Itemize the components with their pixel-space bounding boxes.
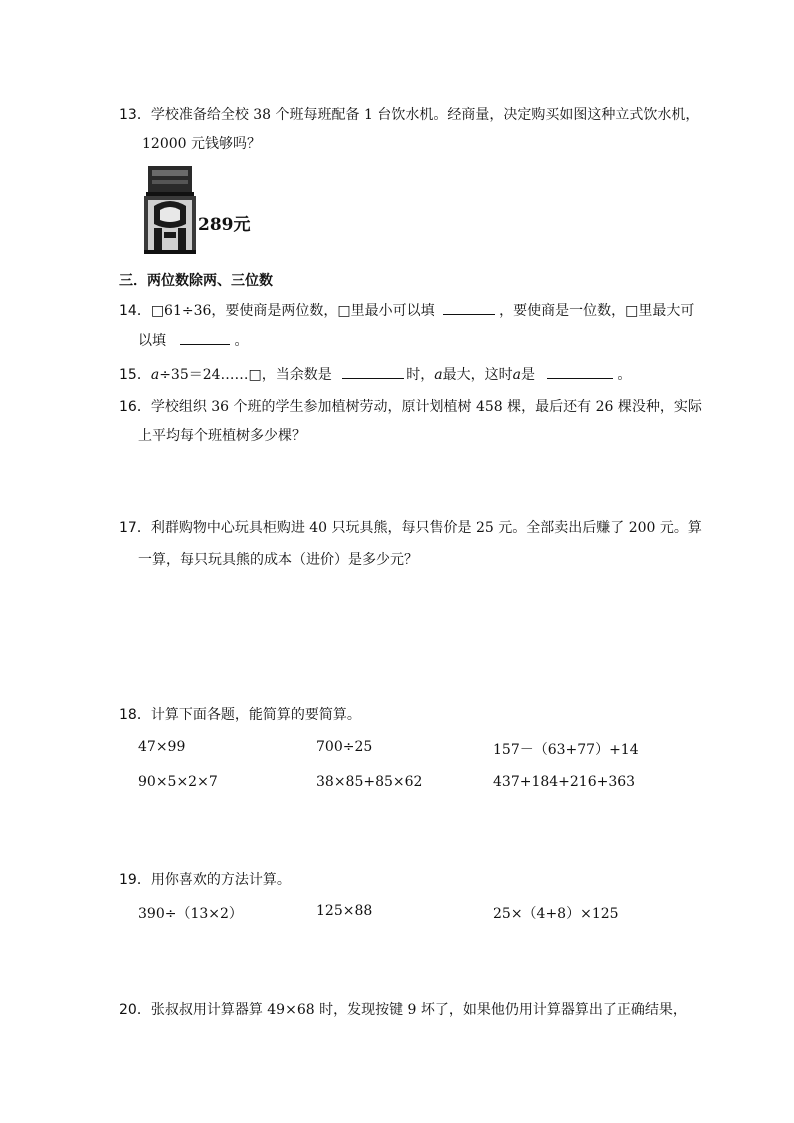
variable-a: a [512, 367, 521, 383]
expression: 390÷（13×2） [138, 906, 243, 922]
question-17-line1 [119, 518, 702, 538]
question-number: 13． [119, 107, 151, 123]
question-text: ，要使商是一位数，□里最大可 [499, 303, 695, 319]
question-number: 18． [119, 707, 151, 723]
question-text: 张叔叔用计算器算 49×68 时，发现按键 9 坏了，如果他仍用计算器算出了正确结果， [150, 1002, 687, 1018]
question-16-line1 [119, 397, 702, 417]
expression: 157－（63+77）+14 [493, 742, 639, 758]
question-text: 学校准备给全校 38 个班每班配备 1 台饮水机。经商量，决定购买如图这种立式饮水机， [150, 107, 700, 123]
question-text: 利群购物中心玩具柜购进 40 只玩具熊，每只售价是 25 元。全部卖出后赚了 200 元。算 [150, 520, 702, 536]
question-number: 14． [119, 303, 151, 319]
question-20-line1 [119, 1000, 687, 1020]
question-number: 16． [119, 399, 151, 415]
question-text: 。 [234, 333, 249, 349]
question-15-line [119, 364, 631, 385]
question-13-line2 [142, 134, 261, 154]
price-label: 289元 [198, 215, 251, 235]
question-16-line2 [138, 426, 306, 446]
question-text: 时， [406, 367, 435, 383]
question-text: 上平均每个班植树多少棵？ [138, 428, 306, 444]
question-text: 12000 元钱够吗？ [142, 136, 261, 152]
question-text: 用你喜欢的方法计算。 [150, 872, 291, 888]
expression: 437+184+216+363 [493, 774, 636, 790]
expression: 125×88 [316, 903, 373, 919]
question-number: 15． [119, 367, 151, 383]
question-14-line1 [119, 300, 694, 321]
question-text: 以填 [138, 333, 166, 349]
answer-blank[interactable] [342, 364, 404, 379]
question-13-line1 [119, 105, 699, 125]
question-text: 。 [617, 367, 632, 383]
expression: 25×（4+8）×125 [493, 906, 619, 922]
question-17-line2 [138, 550, 418, 570]
question-text: 计算下面各题，能简算的要简算。 [150, 707, 361, 723]
answer-blank[interactable] [547, 364, 613, 379]
question-text: 是 [520, 367, 535, 383]
water-dispenser-icon [140, 166, 200, 256]
expression: 700÷25 [316, 739, 373, 755]
answer-blank[interactable] [443, 300, 495, 315]
expression: 47×99 [138, 739, 186, 755]
question-number: 17． [119, 520, 151, 536]
question-number: 19． [119, 872, 151, 888]
question-text: 学校组织 36 个班的学生参加植树劳动，原计划植树 458 棵，最后还有 26 棵没种，实际 [150, 399, 702, 415]
question-18-line [119, 705, 361, 725]
question-text: 一算，每只玩具熊的成本（进价）是多少元？ [138, 552, 418, 568]
question-text: 最大，这时 [442, 367, 513, 383]
expression: 38×85+85×62 [316, 774, 423, 790]
question-text: □61÷36，要使商是两位数，□里最小可以填 [150, 303, 435, 319]
question-number: 20． [119, 1002, 151, 1018]
question-14-line2 [138, 330, 248, 351]
answer-blank[interactable] [180, 330, 230, 345]
variable-a: a [434, 367, 443, 383]
question-text: ÷35＝24……□，当余数是 [159, 367, 332, 383]
variable-a: a [150, 367, 160, 383]
section-title: 三．两位数除两、三位数 [119, 273, 273, 289]
expression: 90×5×2×7 [138, 774, 218, 790]
question-19-line [119, 870, 291, 890]
